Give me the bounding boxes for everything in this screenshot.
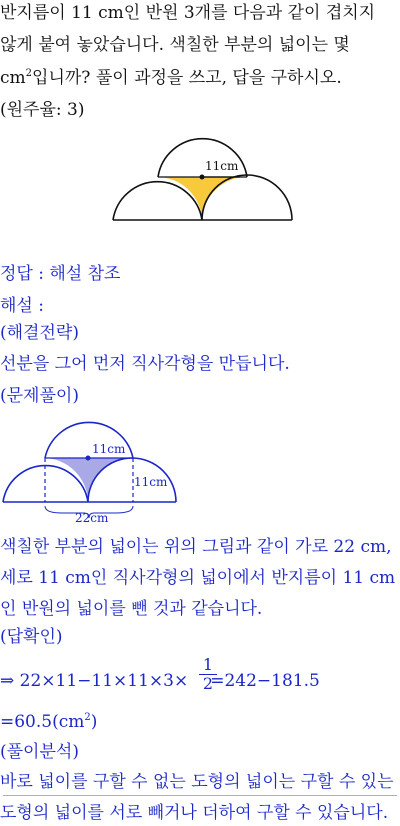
problem-line-3-rest: 입니까? 풀이 과정을 쓰고, 답을 구하시오. [32, 68, 342, 88]
analysis-title: (풀이분석) [0, 742, 79, 762]
width-label: 22cm [75, 511, 109, 525]
result-line [0, 711, 97, 736]
unit-cm: cm [0, 68, 26, 88]
solving-title: (문제풀이) [0, 386, 79, 406]
solution-heading: 해설 : [0, 296, 44, 316]
fraction-denominator: 2 [202, 674, 214, 693]
calc-left: ⇒ 22×11−11×11×3× [0, 671, 189, 691]
explain-line-3: 인 반원의 넓이를 뺀 것과 같습니다. [0, 599, 263, 619]
result-suffix: ) [90, 712, 98, 732]
answer-line: 정답 : 해설 참조 [0, 264, 121, 284]
solution-figure [0, 410, 400, 535]
explain-line-2: 세로 11 cm인 직사각형의 넓이에서 반지름이 11 cm [0, 568, 396, 588]
explain-line-1: 색칠한 부분의 넓이는 위의 그림과 같이 가로 22 cm, [0, 537, 392, 557]
calc-right: =242−181.5 [210, 671, 320, 691]
problem-figure [0, 120, 400, 230]
calculation-line [0, 670, 320, 692]
result-prefix: =60.5(cm [0, 712, 85, 732]
check-title: (답확인) [0, 627, 63, 647]
radius-label: 11cm [205, 159, 239, 173]
unit-superscript: 2 [25, 68, 33, 79]
analysis-line-1: 바로 넓이를 구할 수 없는 도형의 넓이는 구할 수 있는 [0, 772, 394, 792]
fraction [199, 656, 217, 693]
problem-line-1: 반지름이 11 cm인 반원 3개를 다음과 같이 겹치지 [0, 3, 376, 23]
divider [3, 795, 397, 796]
analysis-line-2: 도형의 넓이를 서로 빼거나 더하여 구할 수 있습니다. [0, 803, 389, 823]
result-superscript: 2 [84, 712, 91, 723]
center-dot [86, 456, 91, 461]
problem-pi-note: (원주율: 3) [0, 100, 85, 120]
radius-label: 11cm [92, 442, 126, 456]
strategy-text: 선분을 그어 먼저 직사각형을 만듭니다. [0, 354, 290, 374]
center-dot [200, 175, 205, 180]
problem-line-2: 않게 붙여 놓았습니다. 색칠한 부분의 넓이는 몇 [0, 35, 350, 55]
fraction-numerator: 1 [202, 655, 214, 674]
strategy-title: (해결전략) [0, 323, 79, 343]
height-label: 11cm [134, 475, 168, 489]
problem-line-3 [0, 67, 342, 92]
